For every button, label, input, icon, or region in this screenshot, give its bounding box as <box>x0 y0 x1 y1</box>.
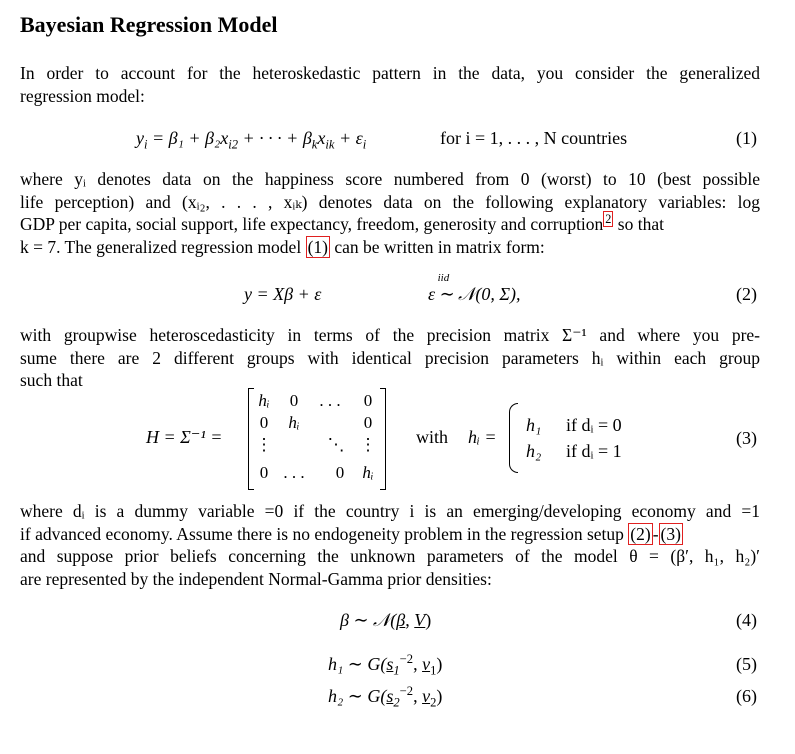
equation-3-ref-link[interactable]: (3) <box>660 523 681 544</box>
equation-5-number: (5) <box>736 654 757 674</box>
eq1-tail: + ε <box>334 128 363 148</box>
matrix-cell: hᵢ <box>362 463 374 482</box>
eq4-lhs: β ∼ 𝒩( <box>340 610 397 630</box>
eq2-tilde: ∼ <box>439 284 455 304</box>
eq2-rhs: 𝒩(0, Σ), <box>453 284 521 304</box>
eq3-hi: hᵢ = <box>468 427 497 447</box>
eq5-close: ) <box>436 654 443 674</box>
matrix-cell: hᵢ <box>258 391 270 410</box>
eq6-lhs: h₂ ∼ G( <box>328 686 387 706</box>
matrix-cell: 0 <box>363 391 373 410</box>
intro-line-2: regression model: <box>20 85 145 106</box>
variables-line-4b: can be written in matrix form: <box>329 236 545 257</box>
eq3-lhs: H = Σ⁻¹ = <box>146 427 223 447</box>
eq5-comma: , <box>413 654 423 674</box>
eq4-prior-mean: β <box>396 610 406 630</box>
equation-3 <box>146 385 766 495</box>
equation-2-lhs: y = Xβ + ε <box>244 284 322 304</box>
matrix-cell: ⋱ <box>327 435 345 454</box>
variables-line-2: life perception) and (xᵢ₂, . . . , xᵢₖ) denotes data on the following explanatory variables: log <box>20 191 760 212</box>
precision-matrix <box>248 389 386 489</box>
eq6-comma: , <box>413 686 423 706</box>
eq6-s-sup: −2 <box>399 684 414 698</box>
eq3-with: with <box>416 427 449 447</box>
eq5-lhs: h₁ ∼ G( <box>328 654 387 674</box>
equation-4 <box>340 610 431 631</box>
prior-line-1: where dᵢ is a dummy variable =0 if the country i is an emerging/developing economy and =1 <box>20 501 760 521</box>
precision-paragraph <box>20 324 760 392</box>
eq4-close: ) <box>425 610 432 630</box>
matrix-cell: . . . <box>283 463 305 482</box>
prior-line-2 <box>20 523 760 546</box>
eq1-mid: + · · · + β <box>238 128 312 148</box>
eq1-body: = β₁ + β₂x <box>147 128 229 148</box>
eq5-s: s <box>386 654 394 674</box>
intro-paragraph <box>20 62 760 107</box>
precision-line-2: sume there are 2 different groups with identical precision parameters hᵢ within each group <box>20 347 760 368</box>
eq6-s: s <box>386 686 394 706</box>
matrix-cell: . . . <box>319 391 341 410</box>
intro-line-1: In order to account for the heteroskedastic pattern in the data, you consider the generalized <box>20 63 760 83</box>
eq3-case-1-value: h₁ <box>526 415 542 435</box>
variables-line-1: where yᵢ denotes data on the happiness score numbered from 0 (worst) to 10 (best possible <box>20 169 760 189</box>
matrix-cell: ⋮ <box>359 435 377 454</box>
cases-brace <box>509 403 518 473</box>
equation-3-number: (3) <box>736 428 757 448</box>
eq3-case-1-cond: if dᵢ = 0 <box>566 415 622 435</box>
matrix-cell: ⋮ <box>255 435 273 454</box>
equation-2-ref-link[interactable]: (2) <box>630 523 651 544</box>
matrix-cell: 0 <box>259 413 269 432</box>
eq2-iid: iid <box>437 272 450 284</box>
precision-line-3: such that <box>20 370 83 390</box>
eq5-s-sub: 1 <box>393 663 400 678</box>
eq5-s-sup: −2 <box>399 652 414 666</box>
equation-4-number: (4) <box>736 610 757 630</box>
eq2-iid-tilde <box>437 272 455 305</box>
equation-2-dist <box>428 272 521 305</box>
eq3-case-2-value: h₂ <box>526 441 542 461</box>
eq4-prior-var: V <box>414 610 426 630</box>
equation-5 <box>328 652 443 678</box>
equation-2-number: (2) <box>736 284 757 304</box>
equation-6 <box>328 684 443 710</box>
precision-line-1: with groupwise heteroscedasticity in terms of the precision matrix Σ⁻¹ and where you pre- <box>20 325 760 345</box>
eq6-nu: ν <box>422 686 431 706</box>
eq1-lhs: y <box>136 128 144 148</box>
matrix-cell: 0 <box>363 413 373 432</box>
matrix-cell: 0 <box>259 463 269 482</box>
matrix-cell: 0 <box>335 463 345 482</box>
section-title: Bayesian Regression Model <box>20 12 278 37</box>
prior-line-4: are represented by the independent Normal-Gamma prior densities: <box>20 568 492 589</box>
eq4-comma: , <box>405 610 415 630</box>
equation-1-condition: for i = 1, . . . , N countries <box>440 128 628 148</box>
matrix-cell: 0 <box>289 391 299 410</box>
eq1-sub-i2: i2 <box>228 137 239 152</box>
eq6-close: ) <box>436 686 443 706</box>
eq2-epsilon: ε <box>428 284 436 304</box>
equation-6-number: (6) <box>736 686 757 706</box>
equation-1 <box>136 128 367 152</box>
eq1-sub-ik: ik <box>325 137 335 152</box>
variables-line-3a: GDP per capita, social support, life expectancy, freedom, generosity and corruption <box>20 214 604 234</box>
eq1-sub-k: k <box>311 137 318 152</box>
variables-line-4 <box>20 236 760 259</box>
prior-dash: - <box>652 523 659 544</box>
equation-1-ref-link[interactable]: (1) <box>307 236 328 257</box>
matrix-cell: hᵢ <box>288 413 300 432</box>
variables-paragraph <box>20 168 760 258</box>
equation-1-number: (1) <box>736 128 757 148</box>
eq3-case-2-cond: if dᵢ = 1 <box>566 441 622 461</box>
eq6-nu-sub: 2 <box>430 695 437 710</box>
eq1-x: x <box>317 128 326 148</box>
eq5-nu: ν <box>422 654 431 674</box>
variables-line-3 <box>20 213 760 236</box>
eq1-sub-ei: i <box>362 137 367 152</box>
prior-line-3: and suppose prior beliefs concerning the unknown parameters of the model θ = (β′, h₁, h₂)′ <box>20 546 760 566</box>
variables-line-4a: k = 7. The generalized regression model <box>20 236 306 257</box>
footnote-2-link[interactable]: 2 <box>605 212 612 227</box>
eq1-lhs-sub: i <box>144 137 148 152</box>
variables-line-3b: so that <box>613 214 664 234</box>
prior-line-2a: if advanced economy. Assume there is no endogeneity problem in the regression setup <box>20 523 629 544</box>
eq5-nu-sub: 1 <box>430 663 437 678</box>
prior-paragraph <box>20 500 760 590</box>
eq6-s-sub: 2 <box>393 695 400 710</box>
